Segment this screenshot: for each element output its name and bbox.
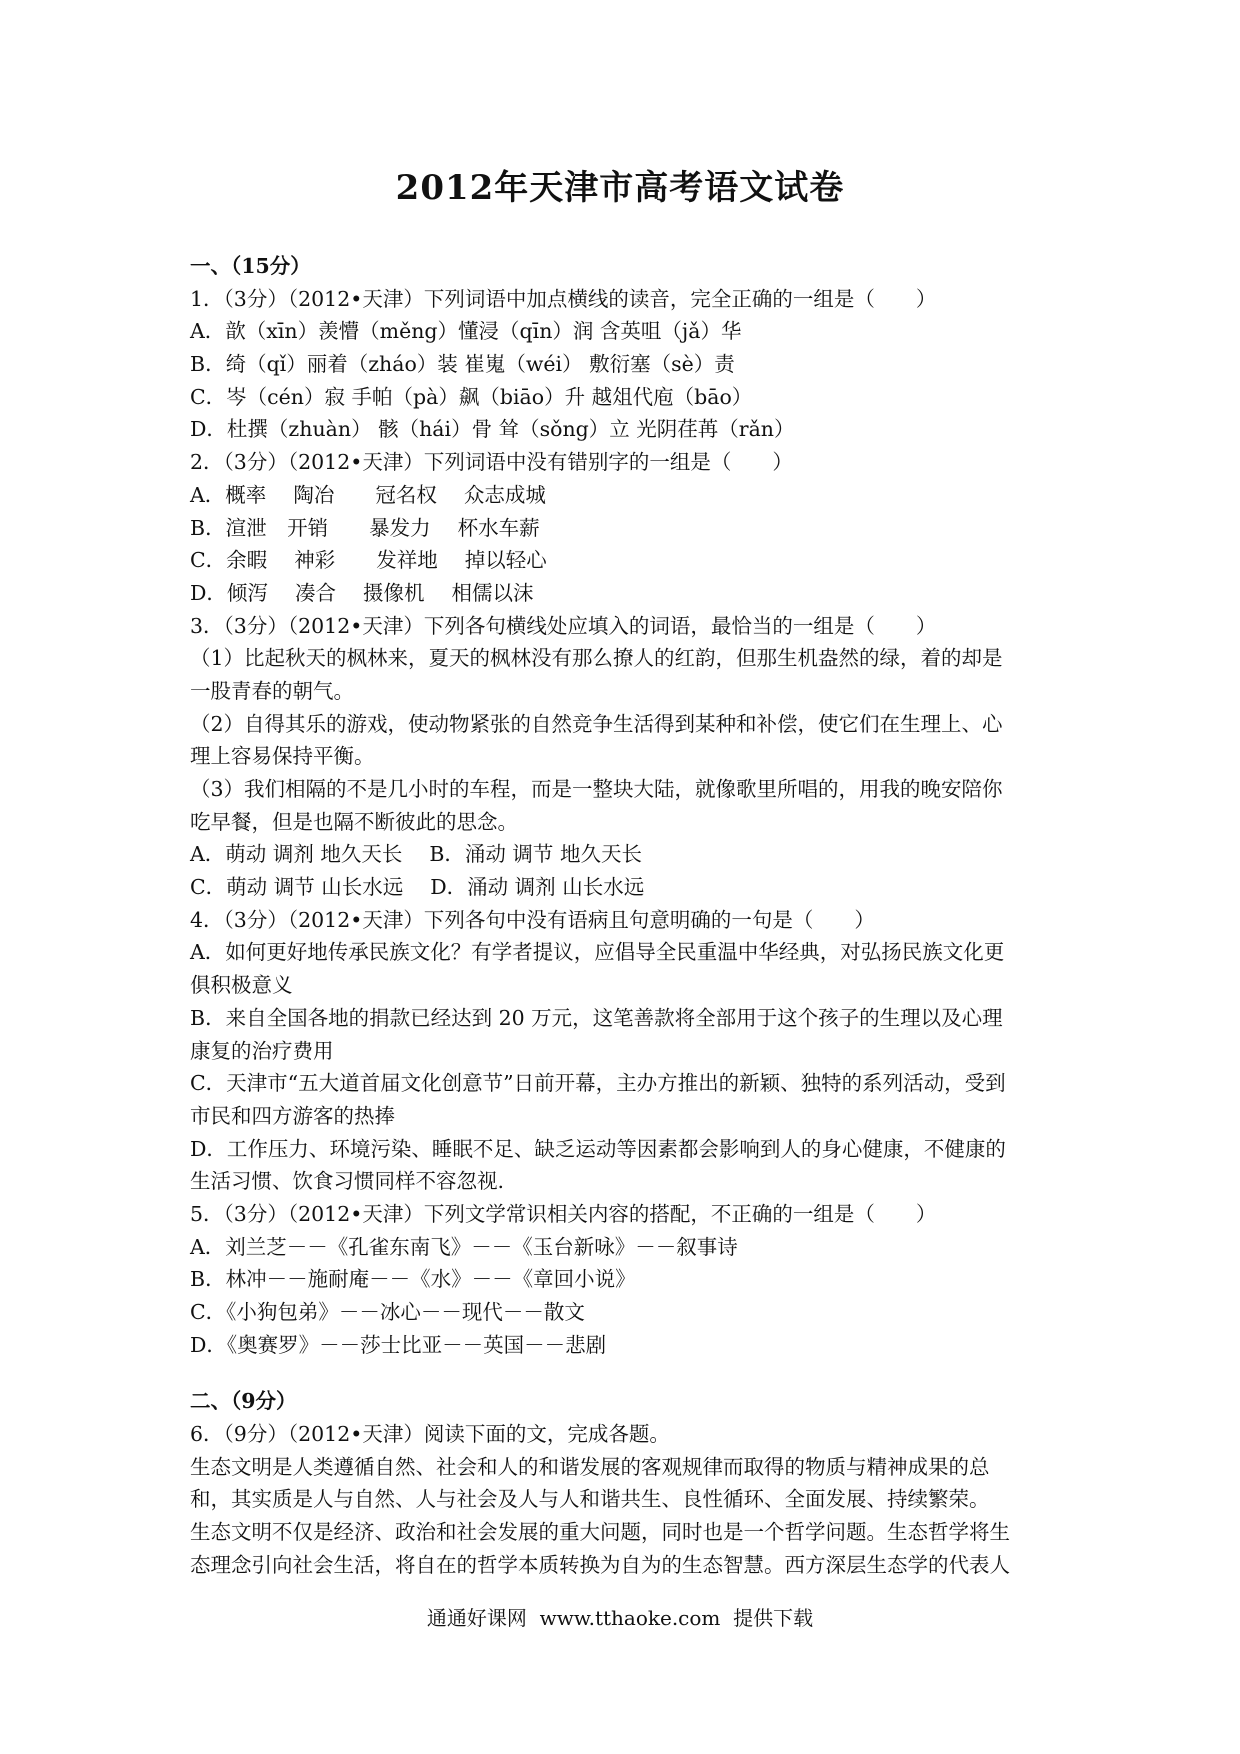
option-d-line-2: 生活习惯、饮食习惯同样不容忽视. — [190, 1169, 505, 1194]
sentence-2-line-1: （2）自得其乐的游戏，使动物紧张的自然竞争生活得到某种和补偿，使它们在生理上、心 — [190, 711, 1003, 736]
option-b: B．渲泄 开销 暴发力 杯水车薪 — [190, 515, 540, 540]
passage-paragraph-1-line-2: 和，其实质是人与自然、人与社会及人与人和谐共生、良性循环、全面发展、持续繁荣。 — [190, 1487, 990, 1512]
question-stem: 6．（9分）（2012•天津）阅读下面的文，完成各题。 — [190, 1422, 670, 1447]
passage-paragraph-1-line-1: 生态文明是人类遵循自然、社会和人的和谐发展的客观规律而取得的物质与精神成果的总 — [190, 1454, 990, 1479]
section-heading-2: 二、（9分） — [190, 1389, 297, 1414]
options-a-b: A．萌动 调剂 地久天长 B．涌动 调节 地久天长 — [190, 842, 642, 867]
question-4 — [190, 904, 1070, 1198]
question-stem: 4．（3分）（2012•天津）下列各句中没有语病且句意明确的一句是（ ） — [190, 907, 875, 932]
question-stem: 2．（3分）（2012•天津）下列词语中没有错别字的一组是（ ） — [190, 450, 793, 475]
option-b: B．绮（qǐ）丽着（zháo）装 崔嵬（wéi） 敷衍塞（sè）责 — [190, 352, 735, 377]
question-5 — [190, 1198, 1070, 1361]
option-d: D．倾泻 凑合 摄像机 相儒以沫 — [190, 580, 534, 605]
sentence-3-line-2: 吃早餐，但是也隔不断彼此的思念。 — [190, 809, 518, 834]
option-b-line-1: B．来自全国各地的捐款已经达到 20 万元，这笔善款将全部用于这个孩子的生理以及心理 — [190, 1005, 1003, 1030]
option-a: A．歆（xīn）羡懵（měng）懂浸（qīn）润 含英咀（jǎ）华 — [190, 319, 742, 344]
passage-paragraph-2-line-1: 生态文明不仅是经济、政治和社会发展的重大问题，同时也是一个哲学问题。生态哲学将生 — [190, 1520, 1010, 1545]
option-c-line-1: C．天津市“五大道首届文化创意节”日前开幕，主办方推出的新颖、独特的系列活动，受到 — [190, 1071, 1006, 1096]
sentence-1-line-2: 一股青春的朝气。 — [190, 678, 354, 703]
sentence-2-line-2: 理上容易保持平衡。 — [190, 744, 375, 769]
section-gap — [190, 1361, 1070, 1385]
option-d: D．杜撰（zhuàn） 骸（hái）骨 耸（sǒng）立 光阴荏苒（rǎn） — [190, 417, 795, 442]
option-d-line-1: D．工作压力、环境污染、睡眠不足、缺乏运动等因素都会影响到人的身心健康，不健康的 — [190, 1136, 1006, 1161]
exam-content — [190, 250, 1070, 1582]
option-a-line-2: 俱积极意义 — [190, 973, 293, 998]
question-1 — [190, 283, 1070, 446]
question-stem: 5．（3分）（2012•天津）下列文学常识相关内容的搭配，不正确的一组是（ ） — [190, 1201, 937, 1226]
option-b-line-2: 康复的治疗费用 — [190, 1038, 334, 1063]
option-c: C．岑（cén）寂 手帕（pà）飙（biāo）升 越俎代庖（bāo） — [190, 384, 753, 409]
option-c-line-2: 市民和四方游客的热捧 — [190, 1103, 395, 1128]
sentence-3-line-1: （3）我们相隔的不是几小时的车程，而是一整块大陆，就像歌里所唱的，用我的晚安陪你 — [190, 777, 1003, 801]
page-title: 2012年天津市高考语文试卷 — [395, 168, 845, 208]
question-stem: 1．（3分）（2012•天津）下列词语中加点横线的读音，完全正确的一组是（ ） — [190, 286, 937, 311]
option-c: C．《小狗包弟》－－冰心－－现代－－散文 — [190, 1300, 585, 1324]
passage-paragraph-2-line-2: 态理念引向社会生活，将自在的哲学本质转换为自为的生态智慧。西方深层生态学的代表人 — [190, 1552, 1010, 1577]
option-c: C．余暇 神彩 发祥地 掉以轻心 — [190, 548, 547, 573]
sentence-1-line-1: （1）比起秋天的枫林来，夏天的枫林没有那么撩人的红韵，但那生机盎然的绿，着的却是 — [190, 646, 1003, 671]
options-c-d: C．萌动 调节 山长水远 D．涌动 调剂 山长水远 — [190, 875, 645, 900]
question-3 — [190, 610, 1070, 904]
section-heading-1: 一、（15分） — [190, 254, 311, 278]
question-2 — [190, 446, 1070, 609]
option-a: A．刘兰芝－－《孔雀东南飞》－－《玉台新咏》－－叙事诗 — [190, 1234, 738, 1259]
option-b: B．林冲－－施耐庵－－《水》－－《章回小说》 — [190, 1267, 636, 1292]
option-a: A．概率 陶冶 冠名权 众志成城 — [190, 482, 546, 507]
option-d: D．《奥赛罗》－－莎士比亚－－英国－－悲剧 — [190, 1332, 607, 1357]
option-a-line-1: A．如何更好地传承民族文化？有学者提议，应倡导全民重温中华经典，对弘扬民族文化更 — [190, 940, 1005, 965]
question-stem: 3．（3分）（2012•天津）下列各句横线处应填入的词语，最恰当的一组是（ ） — [190, 613, 937, 638]
page-footer: 通通好课网 www.tthaoke.com 提供下载 — [426, 1606, 814, 1630]
question-6 — [190, 1418, 1070, 1581]
